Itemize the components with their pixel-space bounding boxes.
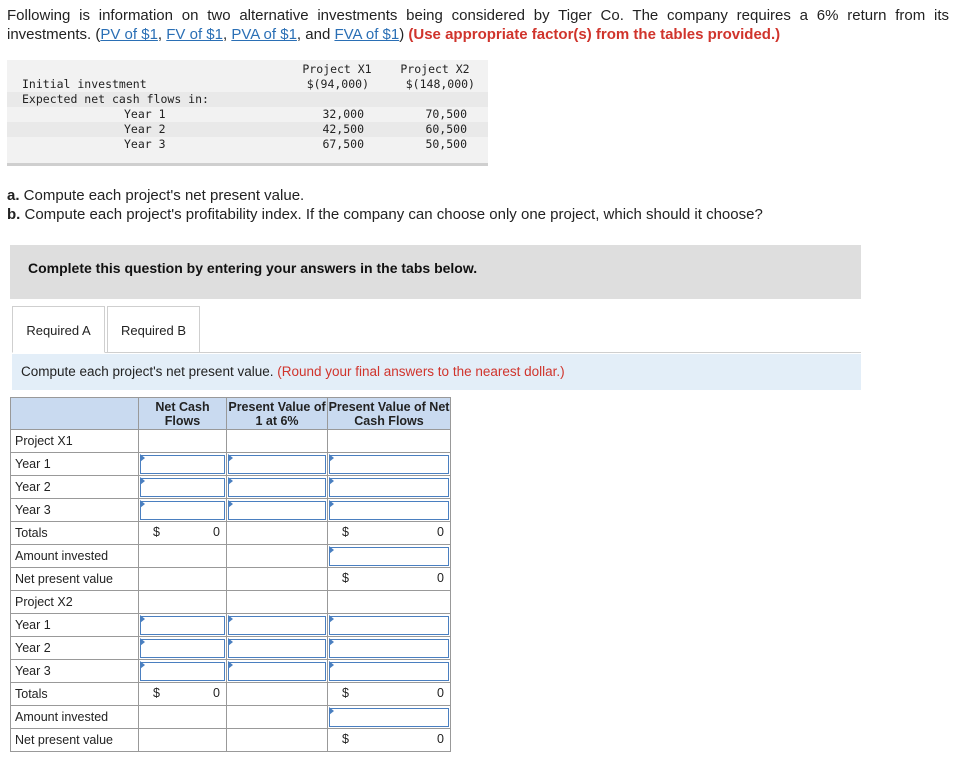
currency-symbol: $: [342, 686, 349, 700]
part-a: a. Compute each project's net present value.: [7, 187, 305, 204]
fv-table-link[interactable]: FV of $1: [166, 26, 223, 43]
empty-cell: [227, 545, 328, 568]
given-row: Expected net cash flows in:: [7, 92, 488, 107]
input-marker-icon: [329, 615, 334, 623]
pv-cash-flow-input[interactable]: [328, 453, 451, 476]
total-pv-cash-flows: [328, 683, 451, 706]
answer-header-row: [11, 398, 451, 430]
instruction-bar: Compute each project's net present value. (Round your final answers to the nearest dollar.): [12, 354, 861, 390]
table-row: [11, 476, 451, 499]
table-row: [11, 637, 451, 660]
row-label: Year 3: [11, 660, 139, 683]
answer-input-box[interactable]: [140, 455, 225, 474]
net-present-value: [328, 568, 451, 591]
pv-cash-flow-input[interactable]: [328, 637, 451, 660]
tab-required-b[interactable]: Required B: [107, 306, 200, 353]
input-marker-icon: [140, 615, 145, 623]
row-label: Totals: [11, 522, 139, 545]
input-marker-icon: [140, 638, 145, 646]
net-cash-flow-input[interactable]: [139, 637, 227, 660]
row-label: Totals: [11, 683, 139, 706]
empty-cell: [139, 591, 227, 614]
empty-cell: [139, 568, 227, 591]
table-row: [11, 706, 451, 729]
empty-cell: [227, 430, 328, 453]
pv-factor-input[interactable]: [227, 637, 328, 660]
answer-input-box[interactable]: [329, 616, 449, 635]
input-marker-icon: [329, 477, 334, 485]
row-label: Net present value: [11, 729, 139, 752]
table-row: [11, 453, 451, 476]
empty-cell: [227, 706, 328, 729]
given-row: Initial investment $(94,000) $(148,000): [22, 77, 475, 91]
computed-value: 0: [437, 732, 444, 746]
input-marker-icon: [140, 477, 145, 485]
input-marker-icon: [228, 454, 233, 462]
tab-required-a[interactable]: Required A: [12, 306, 105, 353]
computed-value: 0: [437, 686, 444, 700]
empty-cell: [139, 729, 227, 752]
input-marker-icon: [228, 638, 233, 646]
row-label: Amount invested: [11, 706, 139, 729]
answer-input-box[interactable]: [228, 639, 326, 658]
currency-symbol: $: [153, 525, 160, 539]
input-marker-icon: [329, 500, 334, 508]
amount-invested-input[interactable]: [328, 545, 451, 568]
answer-input-box[interactable]: [329, 547, 449, 566]
empty-cell: [139, 545, 227, 568]
question-parts: [7, 186, 763, 224]
header-net-cash-flows: Net Cash Flows: [139, 398, 227, 430]
net-cash-flow-input[interactable]: [139, 499, 227, 522]
row-label: Project X2: [11, 591, 139, 614]
net-cash-flow-input[interactable]: [139, 660, 227, 683]
empty-cell: [227, 729, 328, 752]
pv-factor-input[interactable]: [227, 614, 328, 637]
table-row: [11, 499, 451, 522]
table-row: [11, 729, 451, 752]
row-label: Project X1: [11, 430, 139, 453]
computed-value: 0: [437, 571, 444, 585]
pv-cash-flow-input[interactable]: [328, 499, 451, 522]
input-marker-icon: [329, 707, 334, 715]
input-marker-icon: [140, 500, 145, 508]
input-marker-icon: [228, 477, 233, 485]
answer-input-box[interactable]: [228, 662, 326, 681]
part-b: b. Compute each project's profitability index. If the company can choose only one project, which should it choose?: [7, 206, 763, 223]
currency-symbol: $: [153, 686, 160, 700]
pv-cash-flow-input[interactable]: [328, 476, 451, 499]
header-pv-factor: Present Value of 1 at 6%: [228, 399, 326, 428]
net-cash-flow-input[interactable]: [139, 614, 227, 637]
input-marker-icon: [329, 661, 334, 669]
pva-table-link[interactable]: PVA of $1: [231, 26, 297, 43]
pv-factor-input[interactable]: [227, 499, 328, 522]
blank-header: [11, 398, 139, 430]
net-present-value: [328, 729, 451, 752]
computed-value: 0: [213, 686, 220, 700]
computed-value: 0: [437, 525, 444, 539]
input-marker-icon: [140, 454, 145, 462]
input-marker-icon: [228, 500, 233, 508]
table-row: [11, 545, 451, 568]
currency-symbol: $: [342, 571, 349, 585]
currency-symbol: $: [342, 525, 349, 539]
currency-symbol: $: [342, 732, 349, 746]
input-marker-icon: [329, 454, 334, 462]
row-label: Amount invested: [11, 545, 139, 568]
input-marker-icon: [329, 638, 334, 646]
empty-cell: [227, 522, 328, 545]
table-row: [11, 568, 451, 591]
answer-input-box[interactable]: [228, 455, 326, 474]
fva-table-link[interactable]: FVA of $1: [334, 26, 400, 43]
answer-input-box[interactable]: [140, 478, 225, 497]
answer-input-box[interactable]: [329, 639, 449, 658]
answer-input-box[interactable]: [140, 662, 225, 681]
input-marker-icon: [228, 615, 233, 623]
net-cash-flow-input[interactable]: [139, 476, 227, 499]
table-row: [11, 683, 451, 706]
pv-factor-input[interactable]: [227, 476, 328, 499]
answer-input-box[interactable]: [329, 662, 449, 681]
empty-cell: [227, 591, 328, 614]
header-project-x1: Project X1: [302, 62, 372, 76]
table-row: [11, 660, 451, 683]
answer-input-box[interactable]: [329, 501, 449, 520]
pv-table-link[interactable]: PV of $1: [100, 26, 158, 43]
row-label: Year 1: [11, 614, 139, 637]
empty-cell: [139, 706, 227, 729]
required-note: (Use appropriate factor(s) from the tables provided.): [408, 26, 781, 43]
tab-divider: [12, 352, 861, 353]
complete-banner: Complete this question by entering your answers in the tabs below.: [10, 245, 861, 299]
answer-input-box[interactable]: [140, 501, 225, 520]
empty-cell: [139, 430, 227, 453]
given-row: Year 3 67,500 50,500: [124, 137, 467, 151]
row-label: Year 2: [11, 476, 139, 499]
pv-cash-flow-input[interactable]: [328, 614, 451, 637]
answer-input-box[interactable]: [228, 501, 326, 520]
total-pv-cash-flows: [328, 522, 451, 545]
input-marker-icon: [228, 661, 233, 669]
input-marker-icon: [140, 661, 145, 669]
row-label: Year 3: [11, 499, 139, 522]
total-net-cash-flows: [139, 522, 227, 545]
table-row: [11, 591, 451, 614]
npv-answer-table: [10, 397, 451, 752]
table-row: [11, 522, 451, 545]
answer-input-box[interactable]: [329, 455, 449, 474]
row-label: Year 1: [11, 453, 139, 476]
net-cash-flow-input[interactable]: [139, 453, 227, 476]
investment-data-table: [7, 60, 488, 166]
empty-cell: [227, 683, 328, 706]
pv-factor-input[interactable]: [227, 660, 328, 683]
given-row: Year 2 42,500 60,500: [7, 122, 488, 137]
empty-cell: [328, 430, 451, 453]
pv-cash-flow-input[interactable]: [328, 660, 451, 683]
answer-input-box[interactable]: [329, 478, 449, 497]
answer-input-box[interactable]: [329, 708, 449, 727]
input-marker-icon: [329, 546, 334, 554]
empty-cell: [328, 591, 451, 614]
computed-value: 0: [213, 525, 220, 539]
given-header-row: [7, 62, 488, 77]
answer-input-box[interactable]: [140, 639, 225, 658]
answer-input-box[interactable]: [140, 616, 225, 635]
header-project-x2: Project X2: [400, 62, 470, 76]
given-row: Year 1 32,000 70,500: [124, 107, 467, 121]
answer-input-box[interactable]: [228, 616, 326, 635]
amount-invested-input[interactable]: [328, 706, 451, 729]
table-row: [11, 614, 451, 637]
row-label: Year 2: [11, 637, 139, 660]
problem-intro: Following is information on two alternative investments being considered by Tiger Co. The company requires a 6% return from its investments. (PV of $1, FV of $1, PVA of $1, and FVA of $1) (Use appropriate factor(s) from the tables provided.): [7, 7, 949, 43]
header-pv-cash-flows: Present Value of Net Cash Flows: [328, 399, 450, 428]
answer-input-box[interactable]: [228, 478, 326, 497]
pv-factor-input[interactable]: [227, 453, 328, 476]
total-net-cash-flows: [139, 683, 227, 706]
table-row: [11, 430, 451, 453]
empty-cell: [227, 568, 328, 591]
row-label: Net present value: [11, 568, 139, 591]
